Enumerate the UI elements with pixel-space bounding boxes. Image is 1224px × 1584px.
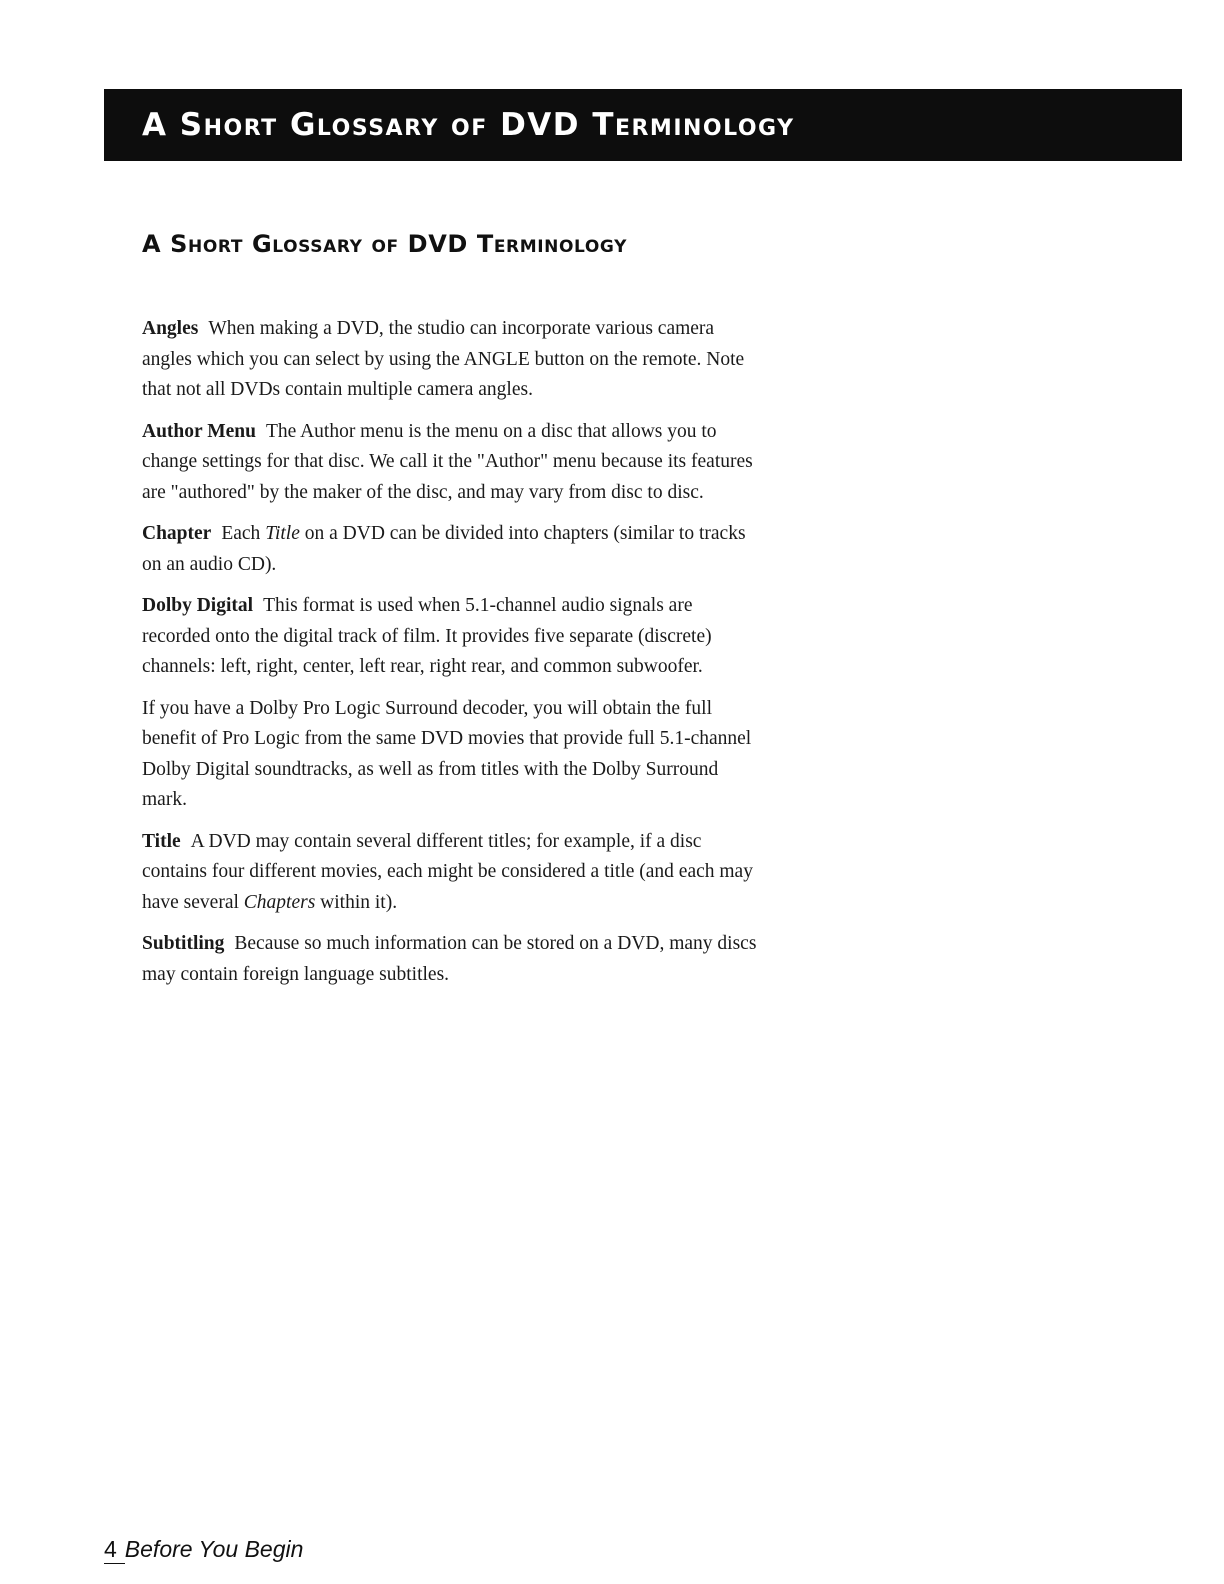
- glossary-entry-dolby-digital: [142, 591, 762, 683]
- glossary-term: Dolby Digital: [142, 595, 254, 616]
- glossary-definition-start: A DVD may contain several different titles; for example, if a disc contains four different movies, each might be considered a title (and each may have several: [142, 830, 753, 913]
- glossary-entry-author-menu: [142, 417, 762, 509]
- glossary-term: Author Menu: [142, 420, 256, 442]
- glossary-entry-angles: [142, 314, 762, 406]
- footer-section-label: Before You Begin: [124, 1536, 304, 1562]
- glossary-list: [142, 314, 762, 1001]
- glossary-paragraph-text: If you have a Dolby Pro Logic Surround decoder, you will obtain the full benefit of Pro Logic from the same DVD movies that provide full 5.1-channel Dolby Digital soundtracks, as well as from titles with the Dolby Surround mark.: [142, 697, 752, 810]
- page-footer: [104, 1536, 303, 1564]
- glossary-term: Subtitling: [142, 933, 225, 954]
- glossary-entry-subtitling: [142, 929, 762, 990]
- glossary-entry-chapter: [142, 519, 762, 580]
- banner-title: A Short Glossary of DVD Terminology: [142, 107, 795, 143]
- glossary-entry-title: [142, 827, 762, 919]
- section-title: A Short Glossary of DVD Terminology: [142, 230, 628, 258]
- glossary-reference: Chapters: [243, 891, 316, 913]
- glossary-definition: This format is used when 5.1-channel audio signals are recorded onto the digital track of film. It provides five separate (discrete) channels: left, right, center, left rear, right rear, and common subwoofer.: [142, 595, 712, 677]
- glossary-definition: The Author menu is the menu on a disc that allows you to change settings for that disc. We call it the "Author" menu because its features are "authored" by the maker of the disc, and may vary from disc to disc.: [142, 420, 753, 503]
- glossary-paragraph-pro-logic: [142, 694, 762, 816]
- glossary-term: Angles: [142, 318, 199, 339]
- glossary-definition-end: on a DVD can be divided into chapters (similar to tracks on an audio CD).: [142, 523, 746, 575]
- glossary-term: Title: [142, 830, 181, 852]
- glossary-definition-start: Each: [221, 523, 261, 544]
- glossary-definition-end: within it).: [320, 891, 398, 913]
- glossary-definition: When making a DVD, the studio can incorporate various camera angles which you can select by using the ANGLE button on the remote. Note that not all DVDs contain multiple camera angles.: [142, 318, 745, 400]
- page-number: 4: [104, 1536, 125, 1564]
- glossary-term: Chapter: [142, 523, 212, 544]
- glossary-reference: Title: [265, 523, 300, 544]
- glossary-definition: Because so much information can be stored on a DVD, many discs may contain foreign language subtitles.: [142, 933, 757, 985]
- header-banner: [104, 89, 1182, 161]
